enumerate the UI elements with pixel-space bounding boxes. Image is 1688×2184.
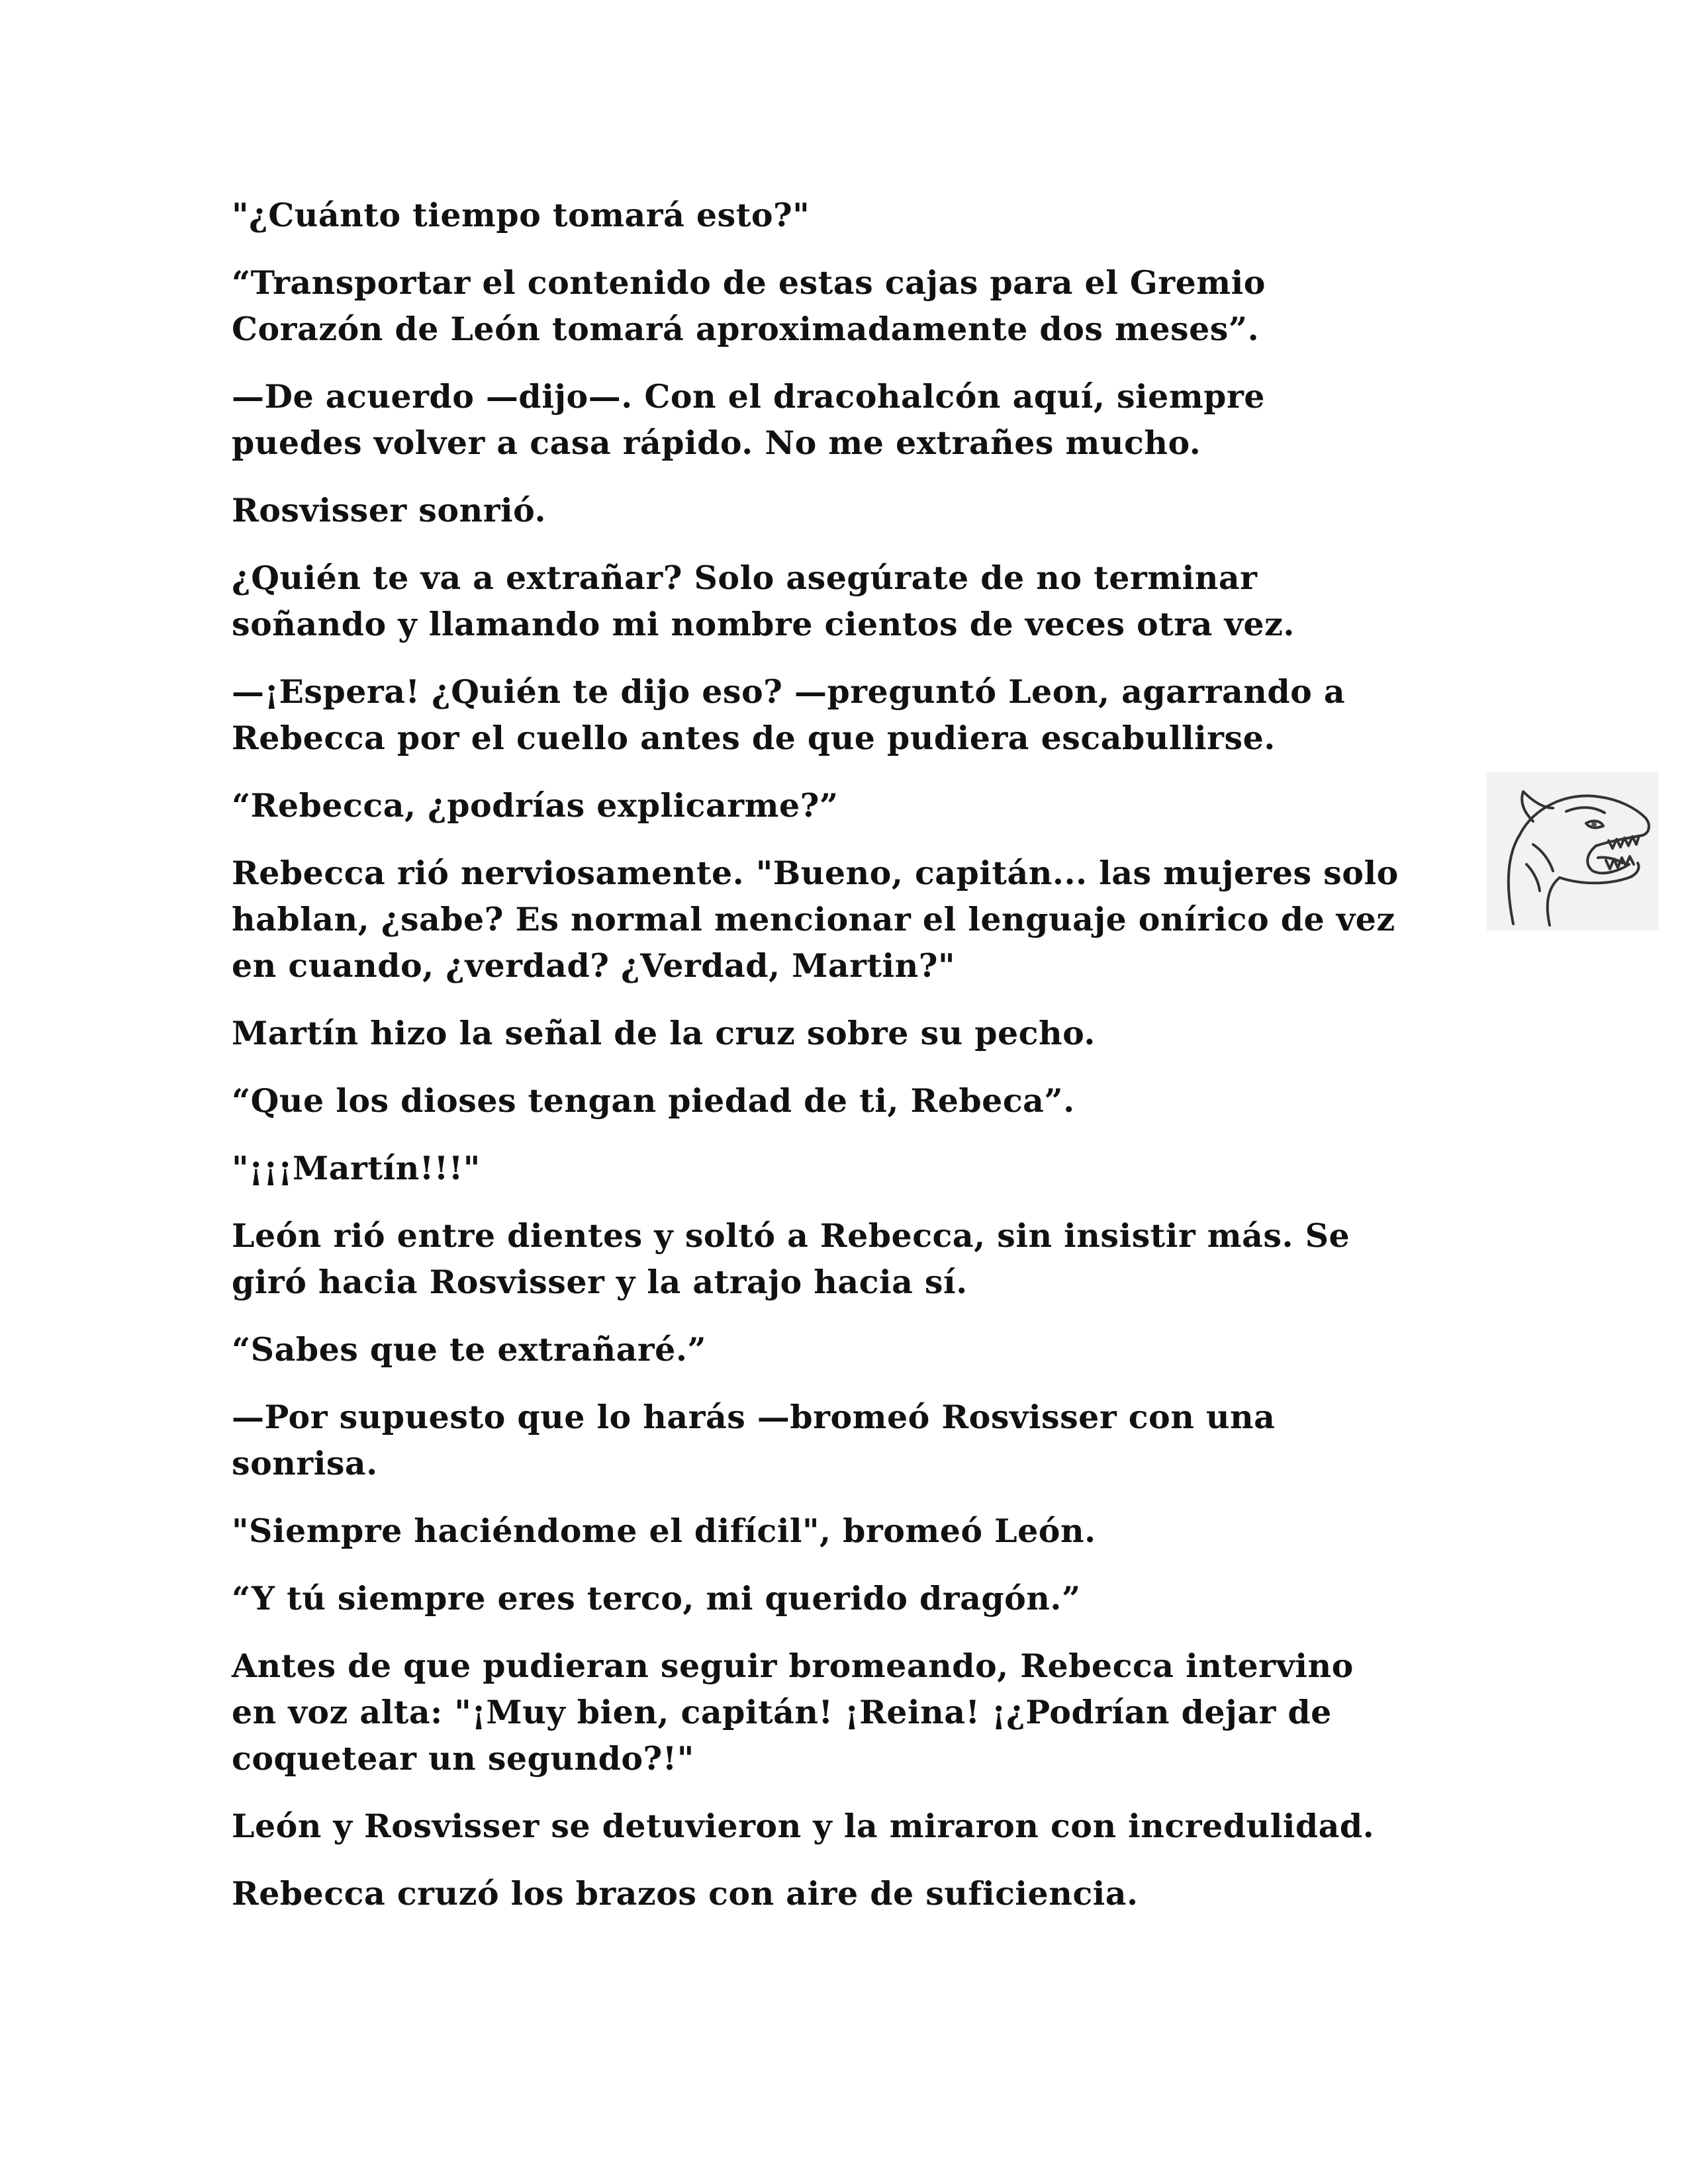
text-line: en cuando, ¿verdad? ¿Verdad, Martin?" [232,946,956,985]
text-line: León rió entre dientes y soltó a Rebecca, sin insistir más. Se [232,1216,1350,1255]
paragraph [232,1394,1489,1486]
text-line: —De acuerdo —dijo—. Con el dracohalcón aquí, siempre [232,377,1265,416]
text-line: "Siempre haciéndome el difícil", bromeó León. [232,1512,1096,1550]
text-line: Rebecca cruzó los brazos con aire de suficiencia. [232,1874,1139,1913]
text-line: “Rebecca, ¿podrías explicarme?” [232,786,839,825]
text-line: León y Rosvisser se detuvieron y la miraron con incredulidad. [232,1807,1375,1845]
paragraph [232,850,1489,989]
text-line: “Sabes que te extrañaré.” [232,1330,707,1369]
dragon-head-icon [1487,772,1659,931]
paragraph [232,1575,1489,1621]
paragraph [232,1212,1489,1305]
paragraph [232,1643,1489,1782]
text-line: "¿Cuánto tiempo tomará esto?" [232,196,810,234]
paragraph [232,555,1489,647]
paragraph [232,1326,1489,1373]
text-line: “Que los dioses tengan piedad de ti, Rebeca”. [232,1081,1075,1120]
text-line: Corazón de León tomará aproximadamente dos meses”. [232,310,1260,348]
paragraph [232,487,1489,533]
text-line: Rebecca rió nerviosamente. "Bueno, capitán... las mujeres solo [232,854,1399,892]
text-line: —Por supuesto que lo harás —bromeó Rosvisser con una [232,1398,1276,1436]
paragraph [232,782,1489,829]
text-line: giró hacia Rosvisser y la atrajo hacia sí. [232,1263,968,1301]
text-line: “Transportar el contenido de estas cajas para el Gremio [232,263,1266,302]
story-text [232,192,1489,1938]
text-line: "¡¡¡Martín!!!" [232,1149,481,1187]
text-line: Antes de que pudieran seguir bromeando, Rebecca intervino [232,1647,1354,1685]
paragraph [232,1145,1489,1191]
paragraph [232,1803,1489,1849]
text-line: hablan, ¿sabe? Es normal mencionar el lenguaje onírico de vez [232,900,1395,938]
text-line: Martín hizo la señal de la cruz sobre su pecho. [232,1014,1096,1052]
text-line: en voz alta: "¡Muy bien, capitán! ¡Reina! ¡¿Podrían dejar de [232,1693,1332,1731]
paragraph [232,1508,1489,1554]
paragraph [232,192,1489,238]
text-line: ¿Quién te va a extrañar? Solo asegúrate de no terminar [232,559,1258,597]
text-line: —¡Espera! ¿Quién te dijo eso? —preguntó Leon, agarrando a [232,672,1346,711]
paragraph [232,1077,1489,1124]
paragraph [232,1010,1489,1056]
paragraph [232,1870,1489,1917]
text-line: sonrisa. [232,1444,378,1482]
text-line: Rosvisser sonrió. [232,491,547,529]
text-line: Rebecca por el cuello antes de que pudiera escabullirse. [232,719,1276,757]
text-line: puedes volver a casa rápido. No me extrañes mucho. [232,424,1201,462]
paragraph [232,668,1489,761]
paragraph [232,259,1489,352]
paragraph [232,373,1489,466]
text-line: coquetear un segundo?!" [232,1739,694,1778]
text-line: “Y tú siempre eres terco, mi querido dragón.” [232,1579,1081,1617]
text-line: soñando y llamando mi nombre cientos de veces otra vez. [232,605,1295,643]
